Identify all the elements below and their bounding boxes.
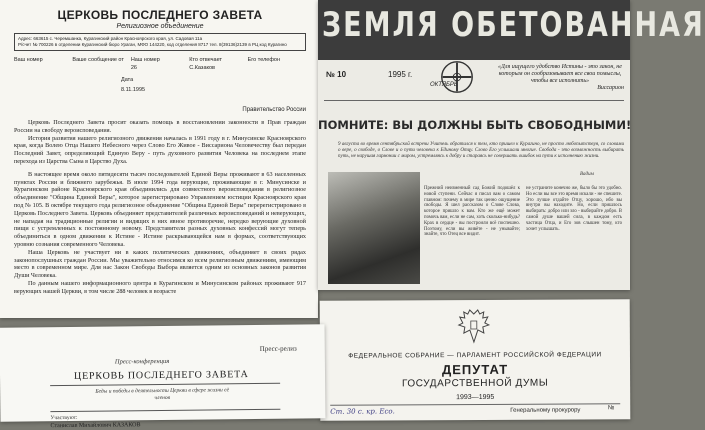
- issue-month: ОКТЯБРЬ: [430, 82, 458, 88]
- addressee-line: Генеральному прокурору: [510, 407, 581, 414]
- letter-title: ЦЕРКОВЬ ПОСЛЕДНЕГО ЗАВЕТА: [57, 8, 263, 22]
- deputy-title: ДЕПУТАТ: [441, 361, 509, 378]
- reg-value: С.Казаков: [189, 65, 215, 71]
- reg-value: 26: [130, 65, 137, 71]
- double-headed-eagle-icon: [456, 308, 492, 346]
- duma-line: ГОСУДАРСТВЕННОЙ ДУМЫ: [401, 377, 549, 390]
- reg-value: [14, 65, 72, 71]
- participants-label: Участвуют:: [50, 414, 78, 422]
- reg-label: Ваше сообщение от: [72, 57, 124, 63]
- reg-value: [72, 65, 130, 71]
- press-conference-label: Пресс-конференция: [114, 357, 170, 366]
- letter-paragraph: В настоящее время около пятидесяти тысяч последователей Единой Веры проживают в 63 населенных пунктах России и ближнего зарубежья. В июле 1994 года верующие, проживающие в г. Минусинске и Курагинском районе Красноярского края объединились для совместного вероисповедания в религиозное объединение "Община Единой Веры", которое зарегистрировано Управлением юстиции Красноярского края под № 105. В октябре текущего года религиозное объединение "Община Единой Веры" перерегистрировано в Церковь Последнего Завета. Церковь объединяет представителей различных вероисповеданий и неверующих, не нападая на традиционные религии и видящих в них явное противоречие, нередко верующие духовной пищи с устремленных к постоянному новому. Представители разных духовных конфессий могут теперь объединиться в одном движении к Истине - Истине раскрывающейся нам в формах, соответствующих уровню сознания современного Человека.: [14, 170, 306, 248]
- press-release: [0, 324, 325, 430]
- newspaper-page: [318, 0, 705, 290]
- letter-paragraph: Церковь Последнего Завета просит оказать помощь в восстановлении законности в Прав граждан России на свободу вероисповедания.: [14, 119, 306, 134]
- letter-address-line: Р/счет № 700226 в отделении Курагинский бюро Ураган, МФО 144220, код отделения 8717 тел. 8(39136)2139 в РЦ код Курагино: [18, 42, 287, 47]
- quote-text: «Для ищущего удобство Истины - это закон, не которым он сообразовывает все свои помыслы, чтобы все исполнить»: [498, 64, 622, 84]
- press-title: ЦЕРКОВЬ ПОСЛЕДНЕГО ЗАВЕТА: [73, 369, 249, 382]
- press-subtitle: Беды и победы в деятельности Церкви в сфере жизни её членов: [95, 387, 230, 402]
- letter-address-box: [14, 33, 306, 51]
- quote-author: Виссарион: [597, 85, 624, 91]
- letter-addressee: Правительство России: [242, 107, 306, 113]
- divider: [330, 403, 620, 406]
- letter-paragraph: Наша Церковь не участвует ни в каких политических движениях, объединяет в своих рядах законопослушных граждан России. Мы уважительно относимся ко всем религиозным движениям, имеющим место в современном мире. Для нас Закон Свободы Выбора является одним из основных законов развития Души Человека.: [14, 248, 306, 280]
- letter-paragraph: История развития нашего религиозного движения началась в 1991 году в г. Минусинске Красноярского края, когда Волею Отца Нашего Небесного через Слово Его Живое - Виссариона Человечеству был передан Последний Завет, определяющий Единую Веру - путь духовного развития Человека на последнем этапе перехода из Царства Сына в Царство Духа.: [14, 134, 306, 165]
- letter-reg-labels: [14, 57, 306, 63]
- date-label: Дата: [121, 77, 134, 83]
- reg-value: [248, 65, 306, 71]
- reg-label: Наш номер: [130, 57, 160, 63]
- handwritten-note: Ст. 30 с. кр. Есо.: [330, 407, 395, 416]
- article-column-1: Прежний неизменный сад Божий подошёл к новой ступени. Сейчас я писал вам о самом главном: почему в мире так ценно ощущение свободы. Я шел рассказом о Слове Слова, которое пришло к вам. Кто же ещё может помочь вам, если не сам, хоть сколько-нибудь? Крах в сердце - вы построили всё поспешно. Поэтому, если вы живёте - не унывайте; знайте, что Отец все видит.: [424, 186, 520, 238]
- article-headline: ПОМНИТЕ: ВЫ ДОЛЖНЫ БЫТЬ СВОБОДНЫМИ!: [318, 118, 632, 132]
- letter-reg-values: [14, 65, 306, 71]
- deputy-letterhead: [320, 299, 631, 421]
- participant-name: Станислав Михайлович КАЗАКОВ: [50, 422, 141, 430]
- press-release-label: Пресс-релиз: [259, 344, 297, 353]
- letter-paragraph: По данным нашего информационного центра в Курагинском и Минусинском районах проживают 917 верующих нашей Церкви, в том числе 288 человек в возрасте: [14, 279, 306, 295]
- federal-assembly-line: ФЕДЕРАЛЬНОЕ СОБРАНИЕ — ПАРЛАМЕНТ РОССИЙСКОЙ ФЕДЕРАЦИИ: [348, 351, 602, 360]
- issue-number: № 10: [326, 70, 347, 79]
- letter-subtitle: Религиозное объединение: [116, 23, 204, 30]
- church-letter: [0, 0, 318, 318]
- date-value: 8.11.1995: [121, 87, 146, 93]
- divider: [324, 100, 624, 101]
- divider: [50, 409, 280, 412]
- letter-body: [14, 119, 306, 296]
- portrait-photo: [328, 172, 420, 284]
- term-years: 1993—1995: [456, 393, 495, 402]
- letter-address-line: Адрес: 663615 с. Черемшанка, Курагинский район Красноярского края, ул. Садовая 11а: [18, 36, 203, 41]
- reg-label: Его телефон: [247, 57, 280, 63]
- number-mark: №: [607, 405, 615, 412]
- newspaper-masthead: [318, 0, 705, 60]
- issue-year: 1995 г.: [388, 70, 413, 79]
- cross-emblem-icon: [438, 58, 476, 96]
- article-intro: 9 августа во время сентябрьской встречи Учитель обратился к тем, кто пришел к Курагино, не просто любопытствуя, со словами о вере, о свободе, о Слове и о пути человека к Единому Отцу. Слово Его услышали многие. Свобода - это возможность выбирать путь, не нарушая гармонии с миром, устремляясь к добру и стараясь не совершать ошибок на пути к исполнению жизни.: [338, 142, 624, 159]
- letter-date: [121, 77, 306, 93]
- article-column-2: не устраните конечно же, было бы это удобно. Но если вы все это время искали - не спешите. Это лучше отдайте Отцу, хорошо, ибо вы внутри вы находите. Но, если пришлось выбирать: добро или зло - выбирайте добро. В самой душе вашей сила, в каждом есть частица Отца, и Его зов слышен тому, кто хочет услышать.: [526, 186, 622, 232]
- divider: [50, 383, 280, 386]
- photo-caption: Вадим: [580, 172, 594, 177]
- newspaper-title: ЗЕМЛЯ ОБЕТОВАННАЯ: [322, 6, 705, 45]
- epigraph-quote: [496, 64, 624, 92]
- reg-label: Кто отвечает: [189, 57, 222, 63]
- reg-label: Ваш номер: [14, 57, 43, 63]
